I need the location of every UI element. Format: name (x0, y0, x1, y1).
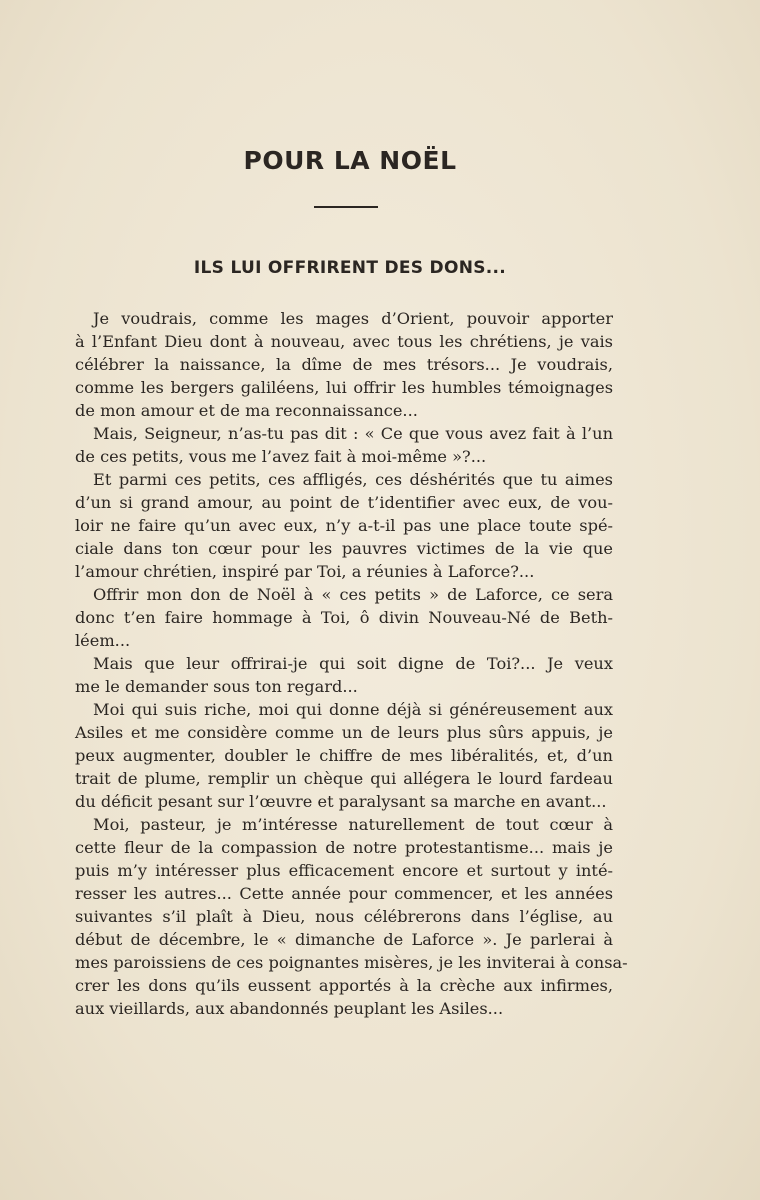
text-line: l’amour chrétien, inspiré par Toi, a réunies à Laforce?... (75, 562, 535, 581)
text-line: de mon amour et de ma reconnaissance... (75, 401, 418, 420)
text-line: Moi qui suis riche, moi qui donne déjà si généreusement aux (93, 700, 613, 719)
text-line: me le demander sous ton regard... (75, 677, 358, 696)
text-line: Mais que leur offrirai-je qui soit digne de Toi?... Je veux (93, 654, 613, 673)
page-title: POUR LA NOËL (243, 146, 457, 175)
text-line: trait de plume, remplir un chèque qui allégera le lourd fardeau (75, 769, 613, 788)
text-line: mes paroissiens de ces poignantes misères, je les inviterai à consa- (75, 953, 628, 972)
text-line: à l’Enfant Dieu dont à nouveau, avec tous les chrétiens, je vais (75, 332, 613, 351)
text-line: peux augmenter, doubler le chiffre de mes libéralités, et, d’un (75, 746, 613, 765)
text-line: du déficit pesant sur l’œuvre et paralysant sa marche en avant... (75, 792, 607, 811)
text-line: Mais, Seigneur, n’as-tu pas dit : « Ce que vous avez fait à l’un (93, 424, 613, 443)
text-line: donc t’en faire hommage à Toi, ô divin Nouveau-Né de Beth- (75, 608, 613, 627)
text-line: début de décembre, le « dimanche de Laforce ». Je parlerai à (75, 930, 613, 949)
text-line: crer les dons qu’ils eussent apportés à la crèche aux infirmes, (75, 976, 613, 995)
text-line: puis m’y intéresser plus efficacement encore et surtout y inté- (75, 861, 613, 880)
text-line: cette fleur de la compassion de notre protestantisme... mais je (75, 838, 613, 857)
text-line: Offrir mon don de Noël à « ces petits » de Laforce, ce sera (93, 585, 613, 604)
text-line: loir ne faire qu’un avec eux, n’y a-t-il pas une place toute spé- (75, 516, 613, 535)
text-line: Et parmi ces petits, ces affligés, ces déshérités que tu aimes (93, 470, 613, 489)
text-line: Moi, pasteur, je m’intéresse naturellement de tout cœur à (93, 815, 613, 834)
body-text (75, 307, 628, 1020)
text-line: suivantes s’il plaît à Dieu, nous célébrerons dans l’église, au (75, 907, 613, 926)
text-line: léem... (75, 631, 131, 650)
title-divider (314, 206, 378, 208)
text-line: comme les bergers galiléens, lui offrir les humbles témoignages (75, 378, 613, 397)
text-line: aux vieillards, aux abandonnés peuplant les Asiles... (75, 999, 504, 1018)
text-line: resser les autres... Cette année pour commencer, et les années (75, 884, 613, 903)
text-line: ciale dans ton cœur pour les pauvres victimes de la vie que (75, 539, 613, 558)
section-heading: ILS LUI OFFRIRENT DES DONS... (193, 258, 507, 278)
text-line: de ces petits, vous me l’avez fait à moi-même »?... (75, 447, 487, 466)
text-line: d’un si grand amour, au point de t’identifier avec eux, de vou- (75, 493, 613, 512)
text-line: Asiles et me considère comme un de leurs plus sûrs appuis, je (75, 723, 613, 742)
text-line: célébrer la naissance, la dîme de mes trésors... Je voudrais, (75, 355, 613, 374)
text-line: Je voudrais, comme les mages d’Orient, pouvoir apporter (93, 309, 613, 328)
